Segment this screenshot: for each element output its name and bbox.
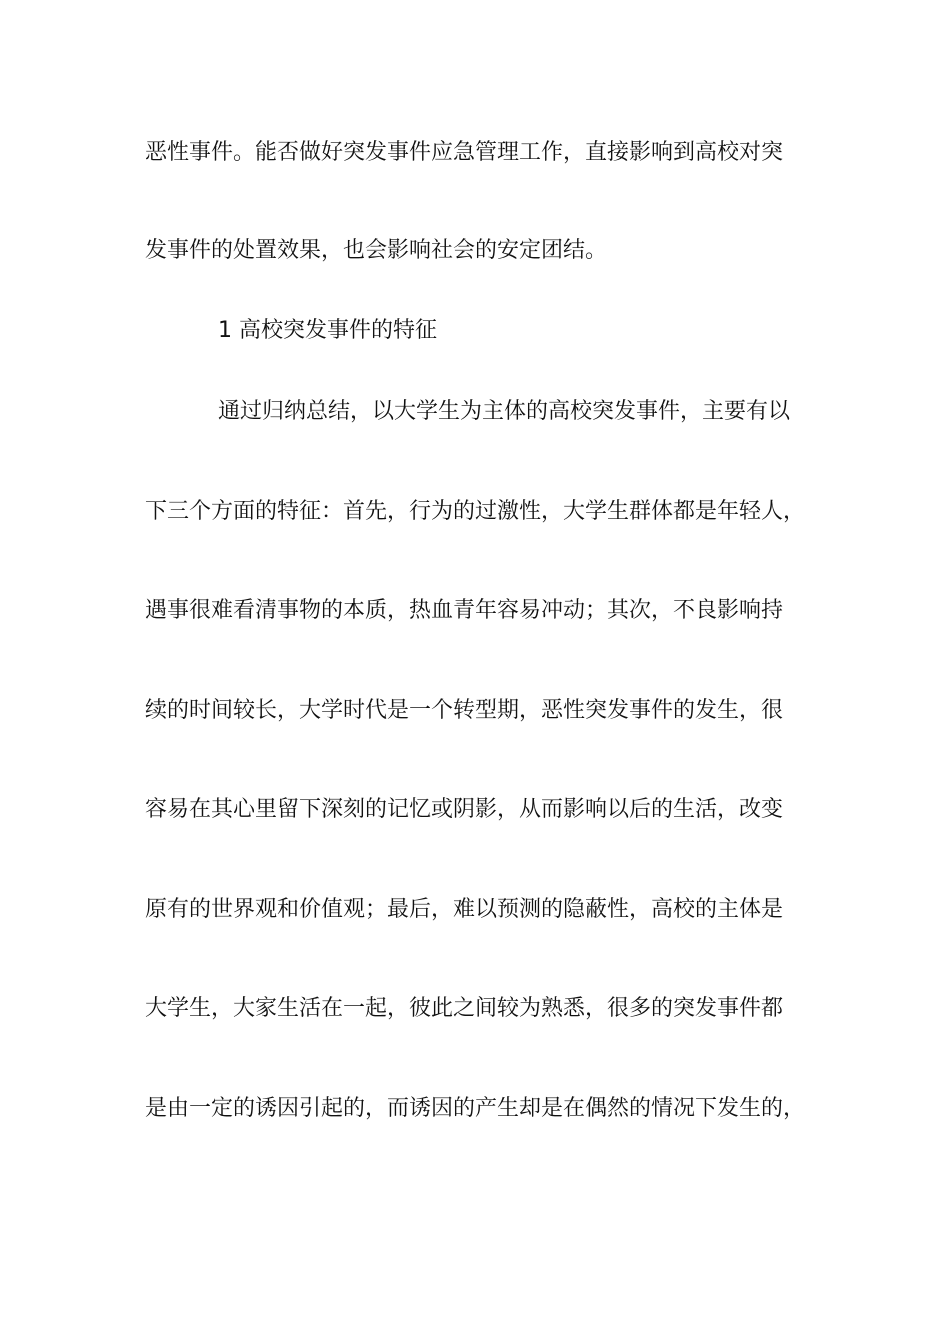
text-line: 续的时间较长，大学时代是一个转型期，恶性突发事件的发生，很: [145, 698, 784, 723]
text-line: 遇事很难看清事物的本质，热血青年容易冲动；其次，不良影响持: [145, 598, 784, 623]
text-line: 发事件的处置效果，也会影响社会的安定团结。: [145, 238, 608, 263]
section-heading: 1 高校突发事件的特征: [218, 318, 437, 343]
text-line: 容易在其心里留下深刻的记忆或阴影，从而影响以后的生活，改变: [145, 797, 784, 822]
text-line: 是由一定的诱因引起的，而诱因的产生却是在偶然的情况下发生的，: [145, 1096, 806, 1121]
text-line: 大学生，大家生活在一起，彼此之间较为熟悉，很多的突发事件都: [145, 996, 784, 1021]
text-line: 恶性事件。能否做好突发事件应急管理工作，直接影响到高校对突: [145, 140, 784, 165]
text-line: 下三个方面的特征：首先，行为的过激性，大学生群体都是年轻人，: [145, 499, 806, 524]
text-line: 通过归纳总结，以大学生为主体的高校突发事件，主要有以: [218, 399, 791, 424]
text-line: 原有的世界观和价值观；最后，难以预测的隐蔽性，高校的主体是: [145, 897, 784, 922]
